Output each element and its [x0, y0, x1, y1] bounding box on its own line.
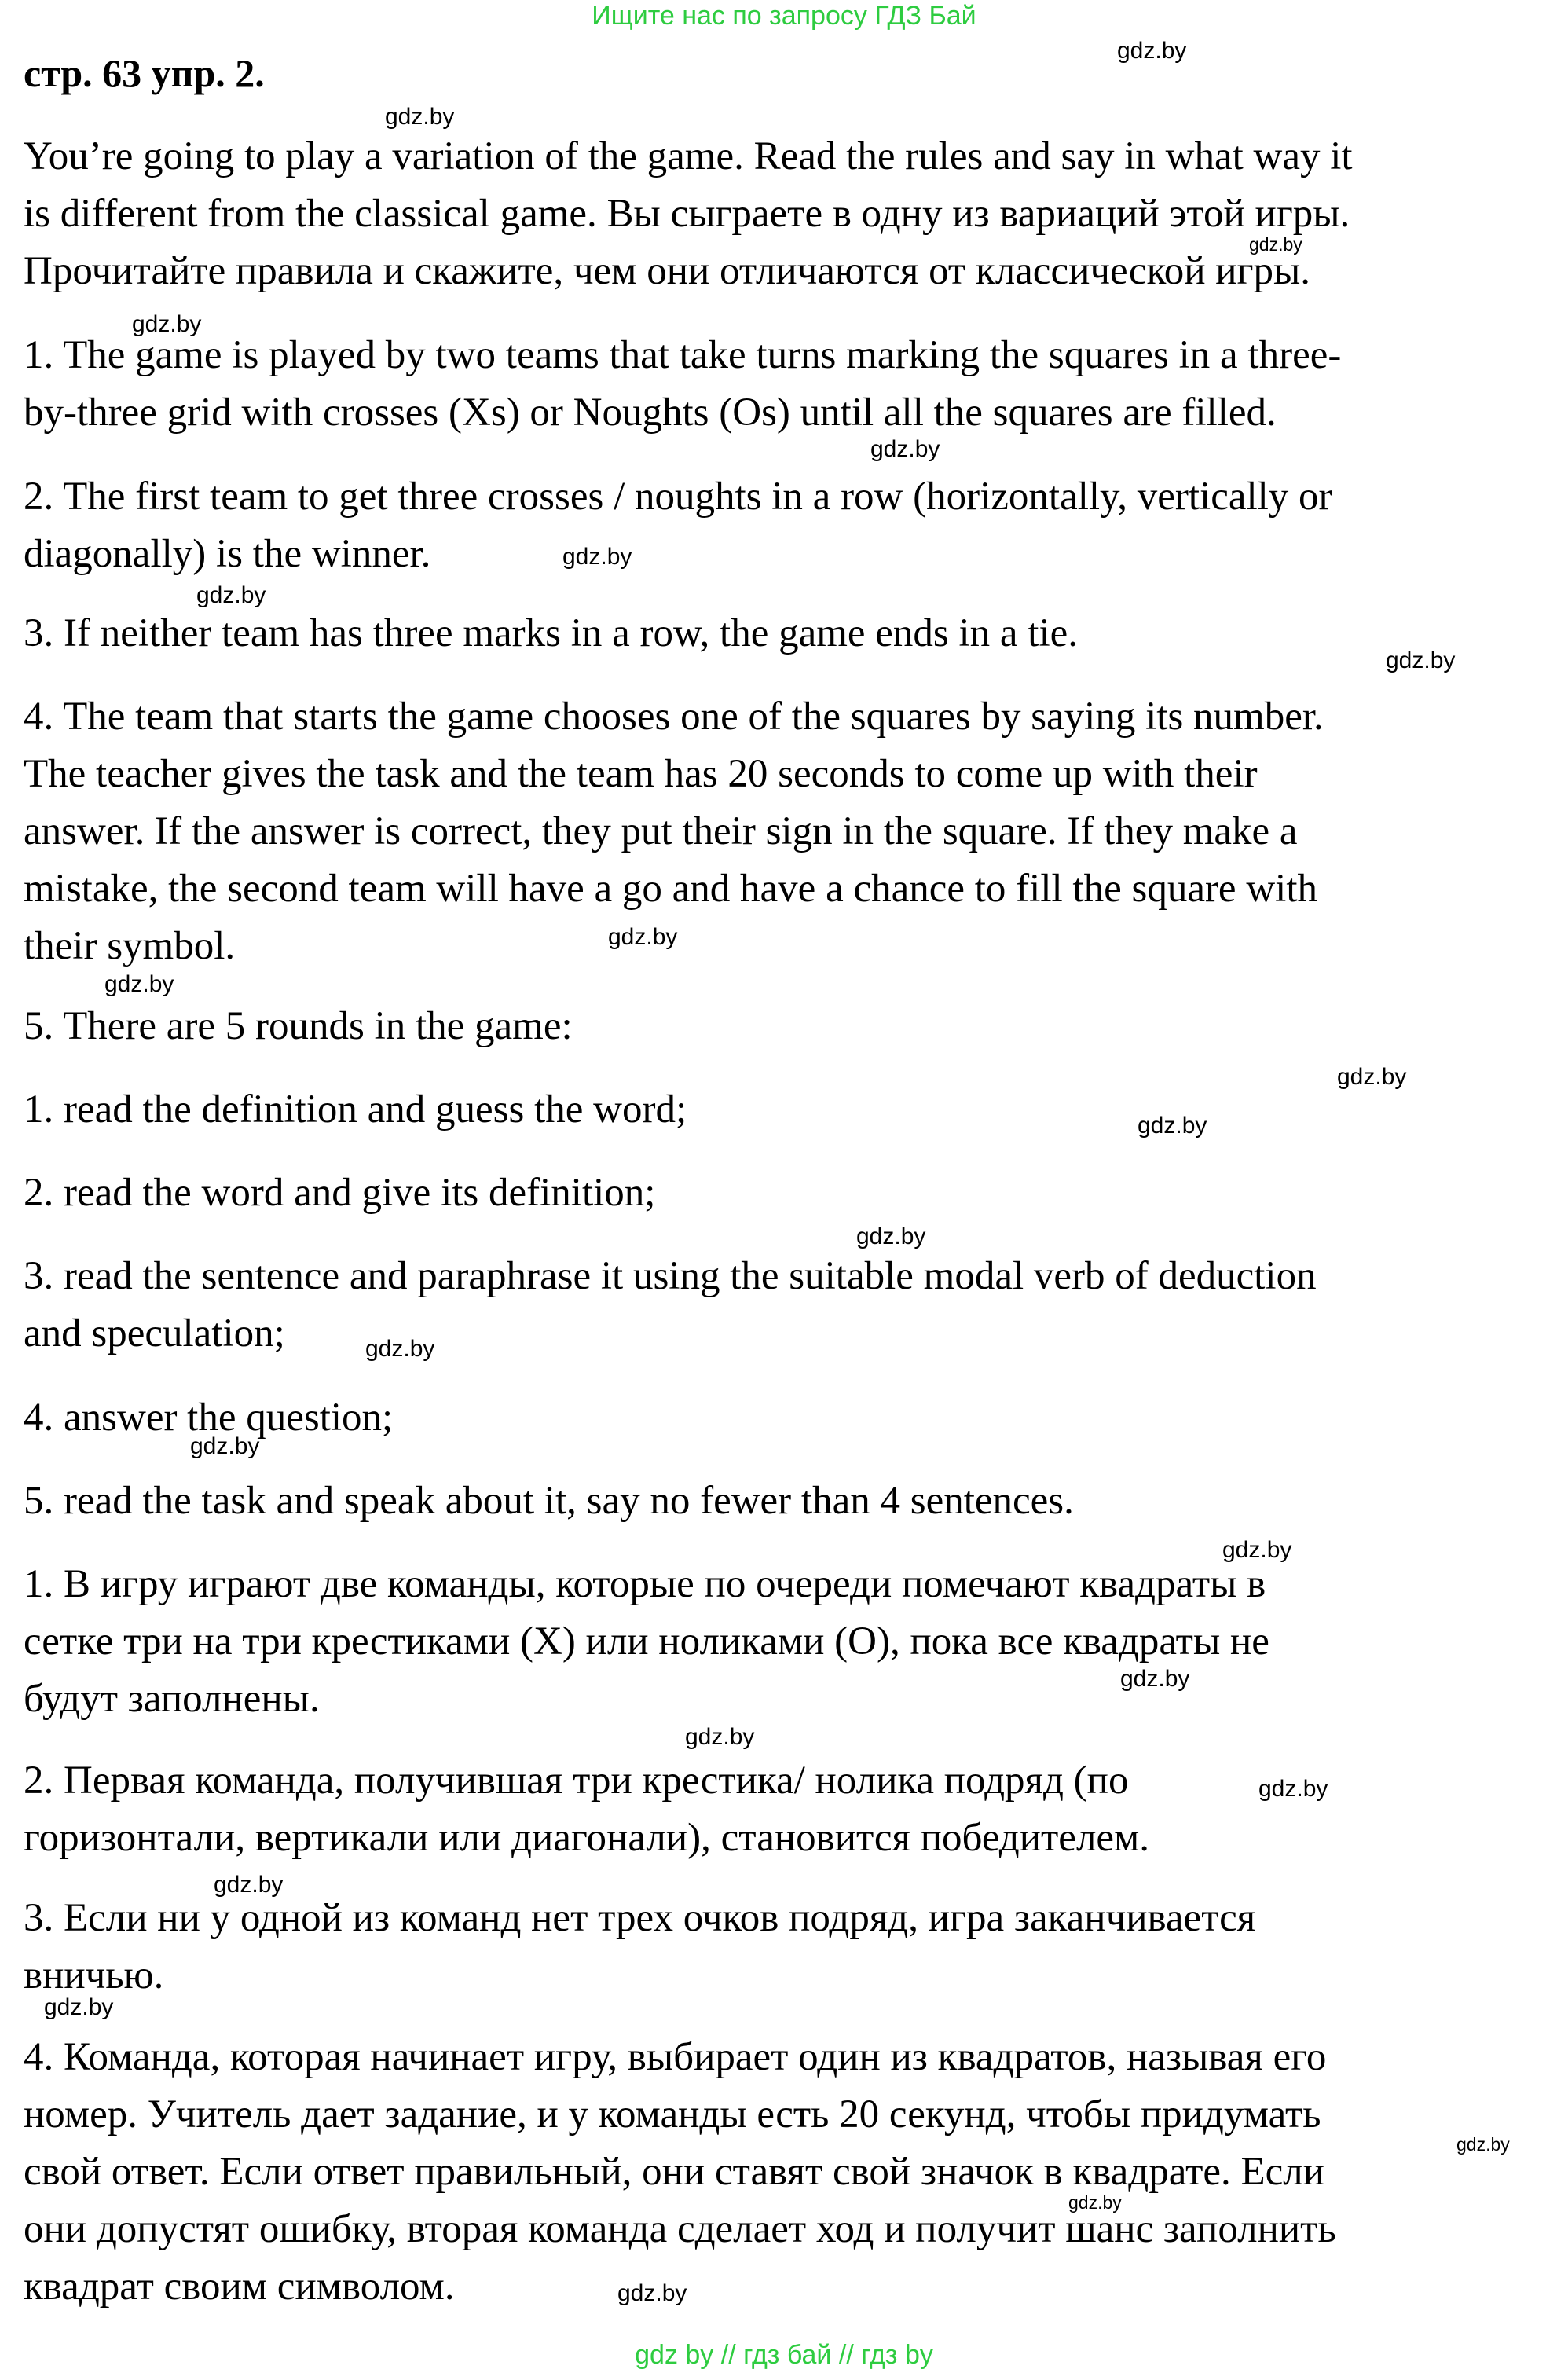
round-2 [24, 1164, 1555, 1222]
watermark: gdz.by [617, 2280, 687, 2306]
text-line: номер. Учитель дает задание, и у команды есть 20 секунд, чтобы придумать [24, 2092, 1321, 2136]
footer-links[interactable]: gdz by // гдз бай // гдз by [635, 2340, 933, 2370]
watermark: gdz.by [385, 104, 455, 130]
text-line: 1. В игру играют две команды, которые по очереди помечают квадраты в [24, 1562, 1266, 1606]
search-banner[interactable]: Ищите нас по запросу ГДЗ Бай [592, 1, 976, 31]
watermark: gdz.by [870, 436, 940, 462]
text-line: The teacher gives the task and the team has 20 seconds to come up with their [24, 752, 1258, 796]
text-line: and speculation; [24, 1311, 285, 1355]
watermark: gdz.by [365, 1336, 435, 1362]
rule-en-3 [24, 605, 1555, 662]
text-line: сетке три на три крестиками (Х) или ноликами (О), пока все квадраты не [24, 1619, 1269, 1663]
round-3 [24, 1248, 1555, 1363]
watermark: gdz.by [1249, 234, 1302, 255]
text-line: by-three grid with crosses (Xs) or Noughts (Os) until all the squares are filled. [24, 391, 1277, 435]
intro-paragraph [24, 128, 1555, 300]
text-line: 5. read the task and speak about it, say no fewer than 4 sentences. [24, 1479, 1074, 1523]
text-line: они допустят ошибку, вторая команда сделает ход и получит шанс заполнить [24, 2207, 1336, 2251]
text-line: 1. read the definition and guess the word; [24, 1087, 687, 1131]
rule-en-1 [24, 327, 1555, 442]
watermark: gdz.by [1222, 1537, 1292, 1563]
text-line: квадрат своим символом. [24, 2265, 455, 2309]
watermark: gdz.by [1138, 1113, 1207, 1139]
rule-ru-3 [24, 1890, 1555, 2004]
text-line: 2. Первая команда, получившая три крестика/ нолика подряд (по [24, 1759, 1129, 1803]
page-heading: стр. 63 упр. 2. [24, 51, 265, 95]
text-line: mistake, the second team will have a go and have a chance to fill the square with [24, 867, 1317, 911]
text-line: 2. read the word and give its definition; [24, 1171, 656, 1215]
watermark: gdz.by [608, 924, 678, 950]
text-line: 2. The first team to get three crosses / noughts in a row (horizontally, vertically or [24, 475, 1332, 519]
text-line: будут заполнены. [24, 1677, 320, 1721]
text-line: answer. If the answer is correct, they put their sign in the square. If they make a [24, 809, 1298, 853]
text-line: is different from the classical game. Вы сыграете в одну из вариаций этой игры. [24, 192, 1350, 236]
text-line: 4. answer the question; [24, 1396, 394, 1440]
rule-ru-1 [24, 1556, 1555, 1728]
text-line: 1. The game is played by two teams that take turns marking the squares in a three- [24, 333, 1342, 377]
text-line: their symbol. [24, 924, 236, 968]
text-line: вничью. [24, 1953, 164, 1997]
watermark: gdz.by [1117, 38, 1187, 64]
watermark: gdz.by [44, 1994, 114, 2020]
text-line: 3. read the sentence and paraphrase it using the suitable modal verb of deduction [24, 1254, 1317, 1298]
text-line: diagonally) is the winner. [24, 532, 431, 576]
text-line: 4. The team that starts the game chooses one of the squares by saying its number. [24, 695, 1324, 739]
watermark: gdz.by [562, 544, 632, 570]
text-line: 3. Если ни у одной из команд нет трех очков подряд, игра заканчивается [24, 1896, 1256, 1940]
watermark: gdz.by [1386, 647, 1456, 673]
rule-en-2 [24, 468, 1555, 583]
text-line: горизонтали, вертикали или диагонали), становится победителем. [24, 1816, 1150, 1860]
text-line: свой ответ. Если ответ правильный, они ставят свой значок в квадрате. Если [24, 2150, 1325, 2194]
rule-ru-4 [24, 2029, 1555, 2316]
text-line: Прочитайте правила и скажите, чем они отличаются от классической игры. [24, 249, 1311, 293]
text-line: 4. Команда, которая начинает игру, выбирает один из квадратов, называя его [24, 2035, 1327, 2079]
watermark: gdz.by [1258, 1776, 1328, 1802]
watermark: gdz.by [104, 971, 174, 997]
text-line: 5. There are 5 rounds in the game: [24, 1004, 573, 1048]
watermark: gdz.by [856, 1223, 926, 1249]
watermark: gdz.by [1068, 2192, 1122, 2213]
watermark: gdz.by [196, 582, 266, 608]
rule-ru-2 [24, 1752, 1555, 1867]
rule-en-5 [24, 998, 1555, 1055]
watermark: gdz.by [1456, 2134, 1510, 2155]
round-5 [24, 1473, 1555, 1530]
text-line: 3. If neither team has three marks in a row, the game ends in a tie. [24, 611, 1079, 655]
watermark: gdz.by [1120, 1666, 1190, 1692]
watermark: gdz.by [190, 1433, 260, 1459]
round-1 [24, 1081, 1555, 1139]
rule-en-4 [24, 688, 1555, 975]
watermark: gdz.by [214, 1872, 284, 1898]
watermark: gdz.by [1337, 1064, 1407, 1090]
watermark: gdz.by [685, 1724, 755, 1750]
text-line: You’re going to play a variation of the game. Read the rules and say in what way it [24, 134, 1353, 178]
watermark: gdz.by [132, 311, 202, 337]
